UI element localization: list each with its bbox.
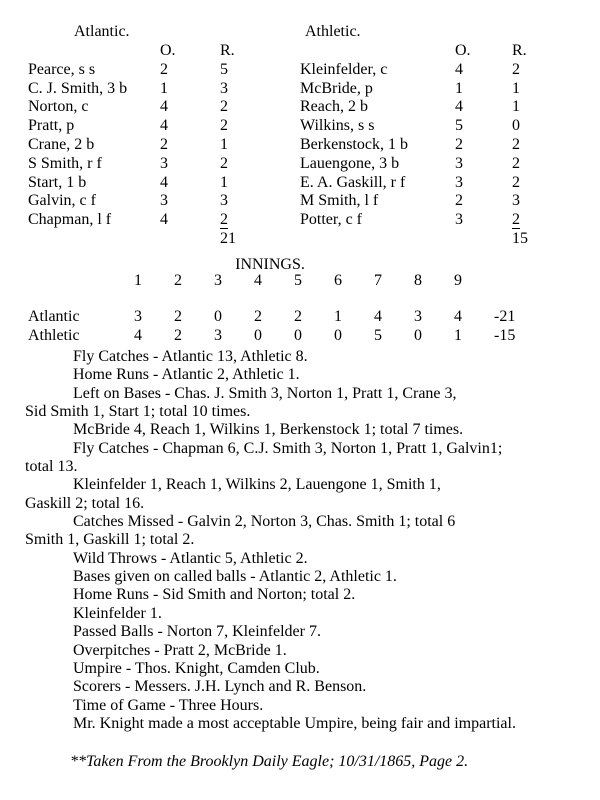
table-row [300,192,572,211]
player-name: M Smith, l f [300,192,379,210]
note-line: Left on Bases - Chas. J. Smith 3, Norton 1, Pratt 1, Crane 3, [73,384,457,402]
player-name: Wilkins, s s [300,117,375,135]
player-outs: 4 [160,117,168,135]
player-name: Reach, 2 b [300,98,368,116]
empty-cell [28,230,160,249]
note-line: Mr. Knight made a most acceptable Umpire, being fair and impartial. [73,714,516,732]
note-line: Scorers - Messers. J.H. Lynch and R. Benson. [73,678,367,696]
inning-number: 2 [174,272,182,289]
spacer-row [28,291,548,308]
table-row [300,117,572,136]
underlined-runs-value: 2 [512,211,520,229]
inning-score: 4 [454,307,462,325]
innings-number-header-row [28,272,548,291]
player-runs: 1 [220,173,228,191]
innings-row-atlantic [28,308,548,327]
player-name: Chapman, l f [28,211,112,229]
note-line: Umpire - Thos. Knight, Camden Club. [73,659,320,677]
inning-number: 5 [294,272,302,289]
player-runs: 3 [512,192,520,210]
player-runs: 2 [512,173,520,191]
team-label: Athletic [28,326,80,344]
player-outs: 2 [455,135,463,153]
player-name: McBride, p [300,79,373,97]
note-line: Kleinfelder 1, Reach 1, Wilkins 2, Lauengone 1, Smith 1, [73,476,441,494]
player-runs [512,211,572,230]
table-row [28,80,280,99]
empty-cell [478,272,548,291]
table-row [28,61,280,80]
inning-number: 6 [334,272,342,289]
atlantic-column-header-row [28,42,280,61]
player-runs: 3 [220,192,228,210]
player-outs: 4 [160,98,168,116]
player-name: Potter, c f [300,211,363,229]
player-outs: 5 [455,117,463,135]
player-outs: 3 [455,154,463,172]
player-outs: 2 [160,60,168,78]
note-line: Gaskill 2; total 16. [25,494,145,512]
innings-title: INNINGS. [235,256,305,273]
player-outs: 3 [160,192,168,210]
inning-score: 3 [414,307,422,325]
table-row [300,211,572,230]
player-name: Pearce, s s [28,60,96,78]
player-name: Crane, 2 b [28,135,95,153]
inning-score: 0 [254,326,262,344]
inning-score: 1 [454,326,462,344]
atlantic-team-title: Atlantic. [74,23,130,40]
inning-score: 2 [174,326,182,344]
player-outs: 3 [160,154,168,172]
note-line: Bases given on called balls - Atlantic 2, Athletic 1. [73,568,397,586]
team-label: Atlantic [28,307,80,325]
empty-cell [28,272,118,291]
inning-number: 1 [134,272,142,289]
athletic-runs-header: R. [512,42,527,59]
player-name: C. J. Smith, 3 b [28,79,128,97]
player-name: Kleinfelder, c [300,60,388,78]
note-line: Fly Catches - Chapman 6, C.J. Smith 3, Norton 1, Pratt 1, Galvin1; [73,439,503,457]
note-line: Catches Missed - Galvin 2, Norton 3, Chas. Smith 1; total 6 [73,513,456,531]
inning-number: 9 [454,272,462,289]
table-row [300,155,572,174]
inning-score: 2 [174,307,182,325]
inning-score: 1 [334,307,342,325]
inning-score: 0 [414,326,422,344]
player-runs: 3 [220,79,228,97]
team-run-total: -21 [494,307,516,325]
inning-score: 2 [294,307,302,325]
note-line: total 13. [25,458,78,476]
player-outs: 4 [455,60,463,78]
player-runs: 2 [220,98,228,116]
note-line: Home Runs - Atlantic 2, Athletic 1. [73,366,300,384]
table-row [28,117,280,136]
table-row [28,174,280,193]
player-name: Berkenstock, 1 b [300,135,408,153]
inning-number: 3 [214,272,222,289]
note-line: Fly Catches - Atlantic 13, Athletic 8. [73,348,308,365]
inning-number: 8 [414,272,422,289]
table-row [300,61,572,80]
player-outs: 2 [160,135,168,153]
player-runs: 2 [220,117,228,135]
game-notes [25,348,585,733]
note-line: Wild Throws - Atlantic 5, Athletic 2. [73,549,308,567]
player-runs: 2 [512,60,520,78]
table-row [300,174,572,193]
empty-cell [300,42,455,61]
player-name: S Smith, r f [28,154,102,172]
empty-cell [28,42,160,61]
athletic-outs-header: O. [455,42,471,59]
note-line: Kleinfelder 1. [73,604,162,622]
inning-score: 0 [334,326,342,344]
table-row [28,98,280,117]
player-name: Start, 1 b [28,173,87,191]
source-citation: **Taken From the Brooklyn Daily Eagle; 10/31/1865, Page 2. [70,753,469,770]
inning-number: 4 [254,272,262,289]
total-row [28,230,280,249]
inning-score: 5 [374,326,382,344]
player-runs: 2 [512,154,520,172]
note-line: Home Runs - Sid Smith and Norton; total 2. [73,586,356,604]
athletic-column-header-row [300,42,572,61]
player-outs: 4 [455,98,463,116]
note-line: Smith 1, Gaskill 1; total 2. [25,531,195,549]
athletic-box-score-table [300,42,572,249]
atlantic-runs-total: 21 [220,229,236,247]
inning-number: 7 [374,272,382,289]
player-outs: 2 [455,192,463,210]
player-name: Pratt, p [28,117,75,135]
innings-row-athletic [28,327,548,346]
player-name: Lauengone, 3 b [300,154,400,172]
inning-score: 3 [134,307,142,325]
player-name: Galvin, c f [28,192,96,210]
empty-cell [455,230,512,249]
athletic-team-title: Athletic. [305,23,361,40]
team-run-total: -15 [494,326,516,344]
inning-score: 0 [214,307,222,325]
player-outs: 3 [455,173,463,191]
table-row [28,211,280,230]
player-runs: 1 [512,98,520,116]
empty-cell [160,230,220,249]
inning-score: 3 [214,326,222,344]
table-row [300,98,572,117]
player-runs: 0 [512,117,520,135]
table-row [28,192,280,211]
player-runs: 5 [220,60,228,78]
note-line: Sid Smith 1, Start 1; total 10 times. [25,403,251,421]
table-row [300,80,572,99]
player-name: Norton, c [28,98,89,116]
player-outs: 1 [455,79,463,97]
player-runs: 1 [220,135,228,153]
player-outs: 3 [455,211,463,229]
atlantic-outs-header: O. [160,42,176,59]
atlantic-runs-header: R. [220,42,235,59]
player-runs: 1 [512,79,520,97]
underlined-runs-value: 2 [220,211,228,229]
note-line: Overpitches - Pratt 2, McBride 1. [73,641,287,659]
empty-cell [300,230,455,249]
table-row [28,155,280,174]
player-outs: 1 [160,79,168,97]
player-name: E. A. Gaskill, r f [300,173,406,191]
player-runs: 2 [220,154,228,172]
player-outs: 4 [160,173,168,191]
inning-score: 0 [294,326,302,344]
table-row [28,136,280,155]
player-runs: 2 [512,135,520,153]
inning-score: 4 [374,307,382,325]
athletic-runs-total: 15 [512,229,528,247]
inning-score: 2 [254,307,262,325]
note-line: Time of Game - Three Hours. [73,696,264,714]
innings-table [28,272,548,345]
note-line: McBride 4, Reach 1, Wilkins 1, Berkenstock 1; total 7 times. [73,421,464,439]
atlantic-box-score-table [28,42,280,249]
table-row [300,136,572,155]
player-runs [220,211,280,230]
note-line: Passed Balls - Norton 7, Kleinfelder 7. [73,623,321,641]
total-row [300,230,572,249]
inning-score: 4 [134,326,142,344]
player-outs: 4 [160,211,168,229]
